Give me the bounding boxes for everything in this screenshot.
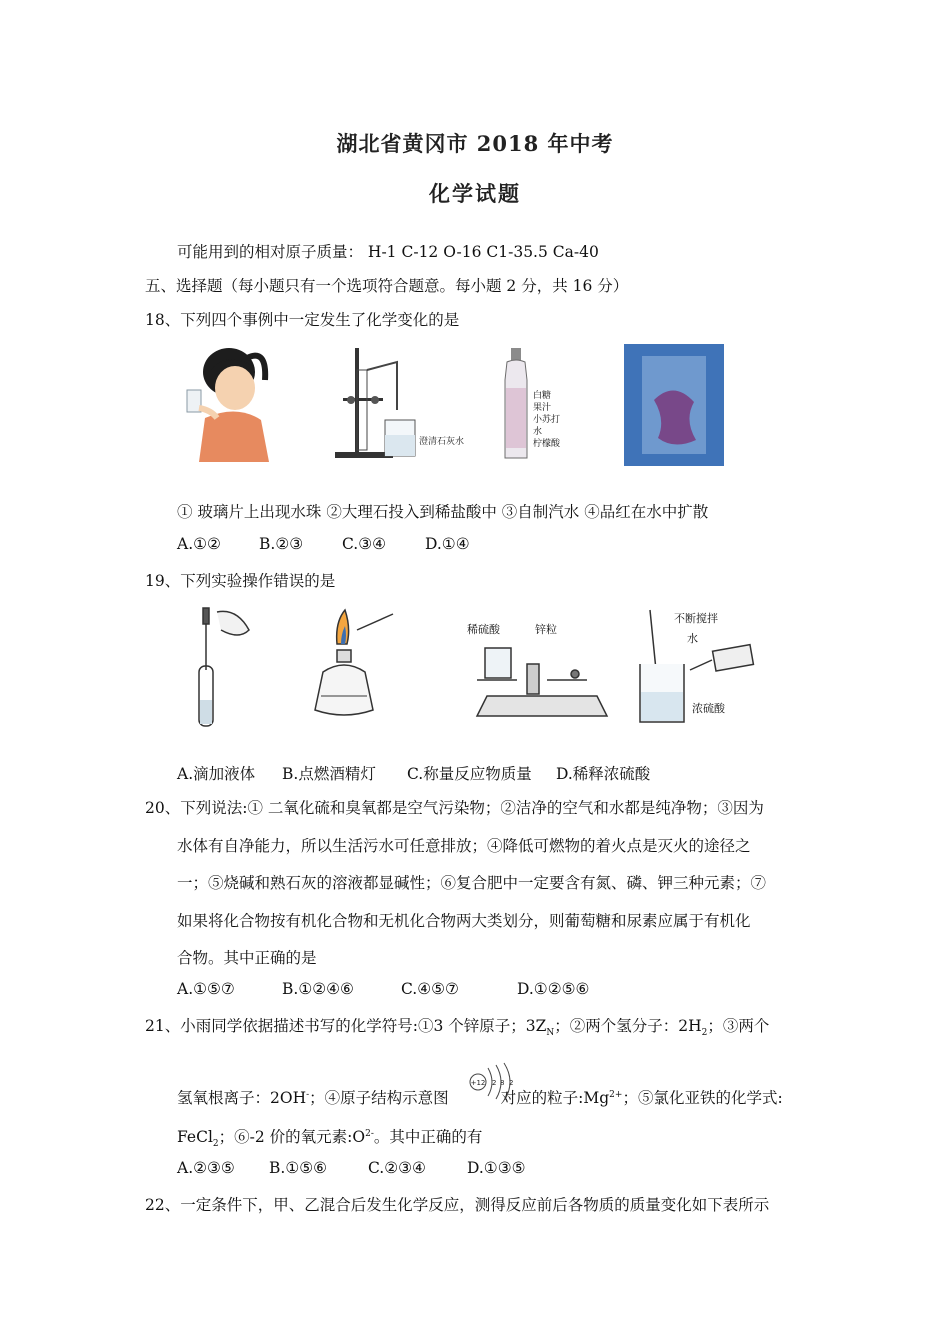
nucleus-charge: +12	[470, 1079, 486, 1087]
q19-option-d[interactable]: D.稀释浓硫酸	[556, 765, 651, 783]
q21-text-3a: FeCl	[177, 1128, 213, 1146]
q21-sub-2: 2	[701, 1028, 708, 1039]
q19-options	[177, 762, 650, 784]
q20-options	[177, 980, 589, 998]
q19-option-c[interactable]: C.称量反应物质量	[407, 765, 532, 783]
q21-text-2a: 氢氧根离子：2OH	[177, 1089, 307, 1107]
q20-line-3: 一；⑤烧碱和熟石灰的溶液都显碱性；⑥复合肥中一定要含有氮、磷、钾三种元素；⑦	[177, 874, 767, 892]
q21-line-1	[145, 1014, 769, 1038]
q20-option-d[interactable]: D.①②⑤⑥	[517, 980, 590, 998]
q19-figures	[177, 600, 757, 735]
label-water: 水	[687, 632, 698, 645]
balance-image	[467, 622, 607, 716]
q21-line-3	[177, 1125, 482, 1149]
q18-option-c[interactable]: C.③④	[342, 535, 387, 553]
bottle-label-citric: 柠檬酸	[533, 439, 561, 449]
q19-option-b[interactable]: B.点燃酒精灯	[282, 765, 376, 783]
q18-option-d[interactable]: D.①④	[425, 535, 470, 553]
q21-text-2b: ；④原子结构示意图	[309, 1089, 449, 1107]
q21-text-1a: 21、小雨同学依据描述书写的化学符号:①3 个锌原子；3Z	[145, 1017, 547, 1035]
label-conc-acid: 浓硫酸	[692, 702, 725, 715]
q20-option-c[interactable]: C.④⑤⑦	[401, 980, 459, 998]
q18-option-b[interactable]: B.②③	[259, 535, 304, 553]
limewater-label: 澄清石灰水	[419, 437, 465, 447]
bottle-label-soda: 小苏打	[533, 415, 561, 425]
q21-option-d[interactable]: D.①③⑤	[467, 1159, 526, 1177]
q21-sup-2minus: 2-	[365, 1128, 374, 1139]
page-subtitle: 化学试题	[429, 181, 521, 206]
marble-acid-apparatus-image	[335, 348, 464, 458]
bottle-label-water: 水	[533, 427, 543, 437]
q18-options	[177, 535, 470, 553]
q18-option-a[interactable]: A.①②	[177, 535, 221, 553]
q21-sup-minus: -	[306, 1089, 310, 1100]
q20-line-1: 20、下列说法:① 二氧化硫和臭氧都是空气污染物；②洁净的空气和水都是纯净物；③因为	[145, 799, 764, 817]
q20-option-a[interactable]: A.①⑤⑦	[177, 980, 235, 998]
q20-line-5: 合物。其中正确的是	[177, 949, 317, 967]
page-title: 湖北省黄冈市 2018 年中考	[336, 131, 614, 156]
q21-options	[177, 1159, 526, 1177]
q18-figures	[177, 340, 737, 470]
q21-option-a[interactable]: A.②③⑤	[177, 1159, 235, 1177]
q18-items: ① 玻璃片上出现水珠 ②大理石投入到稀盐酸中 ③自制汽水 ④品红在水中扩散	[177, 503, 709, 521]
q18-stem: 18、下列四个事例中一定发生了化学变化的是	[145, 311, 460, 329]
q22-stem: 22、一定条件下，甲、乙混合后发生化学反应，测得反应前后各物质的质量变化如下表所示	[145, 1196, 770, 1214]
q21-sub-n: N	[546, 1028, 555, 1039]
shell-2: 8	[500, 1079, 505, 1087]
q19-option-a[interactable]: A.滴加液体	[177, 765, 256, 783]
q21-text-2c: 对应的粒子:Mg	[500, 1089, 610, 1107]
shell-3: 2	[509, 1079, 514, 1087]
dilution-image	[640, 610, 753, 722]
bottle-label-juice: 果汁	[533, 403, 552, 413]
q21-text-1b: ；②两个氢分子：2H	[554, 1017, 702, 1035]
label-stir: 不断搅拌	[674, 612, 718, 625]
label-zinc: 锌粒	[535, 623, 557, 636]
girl-breathing-image	[187, 348, 269, 462]
q20-line-2: 水体有自净能力，所以生活污水可任意排放；④降低可燃物的着火点是灭火的途径之	[177, 837, 751, 855]
q21-text-1c: ；③两个	[707, 1017, 770, 1035]
dropper-image	[199, 608, 249, 726]
bottle-label-sugar: 白糖	[533, 391, 552, 401]
dye-diffusion-image	[624, 344, 724, 466]
atomic-mass-note: 可能用到的相对原子质量： H-1 C-12 O-16 C1-35.5 Ca-40	[177, 243, 599, 261]
alcohol-lamp-image	[315, 610, 393, 715]
q21-sup-2plus: 2+	[609, 1089, 623, 1100]
section-heading: 五、选择题（每小题只有一个选项符合题意。每小题 2 分，共 16 分）	[145, 277, 629, 295]
q21-text-3c: 。其中正确的有	[373, 1128, 483, 1146]
atom-structure-diagram	[464, 1060, 520, 1100]
q20-line-4: 如果将化合物按有机化合物和无机化合物两大类划分，则葡萄糖和尿素应属于有机化	[177, 912, 751, 930]
q21-text-2d: ；⑤氯化亚铁的化学式:	[622, 1089, 783, 1107]
q21-sub-cl2: 2	[212, 1139, 219, 1150]
q19-stem: 19、下列实验操作错误的是	[145, 572, 336, 590]
q21-option-b[interactable]: B.①⑤⑥	[269, 1159, 328, 1177]
q21-text-3b: ；⑥-2 价的氧元素:O	[218, 1128, 366, 1146]
shell-1: 2	[492, 1079, 497, 1087]
soda-bottle-image	[505, 348, 561, 458]
label-dilute-acid: 稀硫酸	[467, 623, 500, 636]
q21-option-c[interactable]: C.②③④	[368, 1159, 426, 1177]
q20-option-b[interactable]: B.①②④⑥	[282, 980, 354, 998]
